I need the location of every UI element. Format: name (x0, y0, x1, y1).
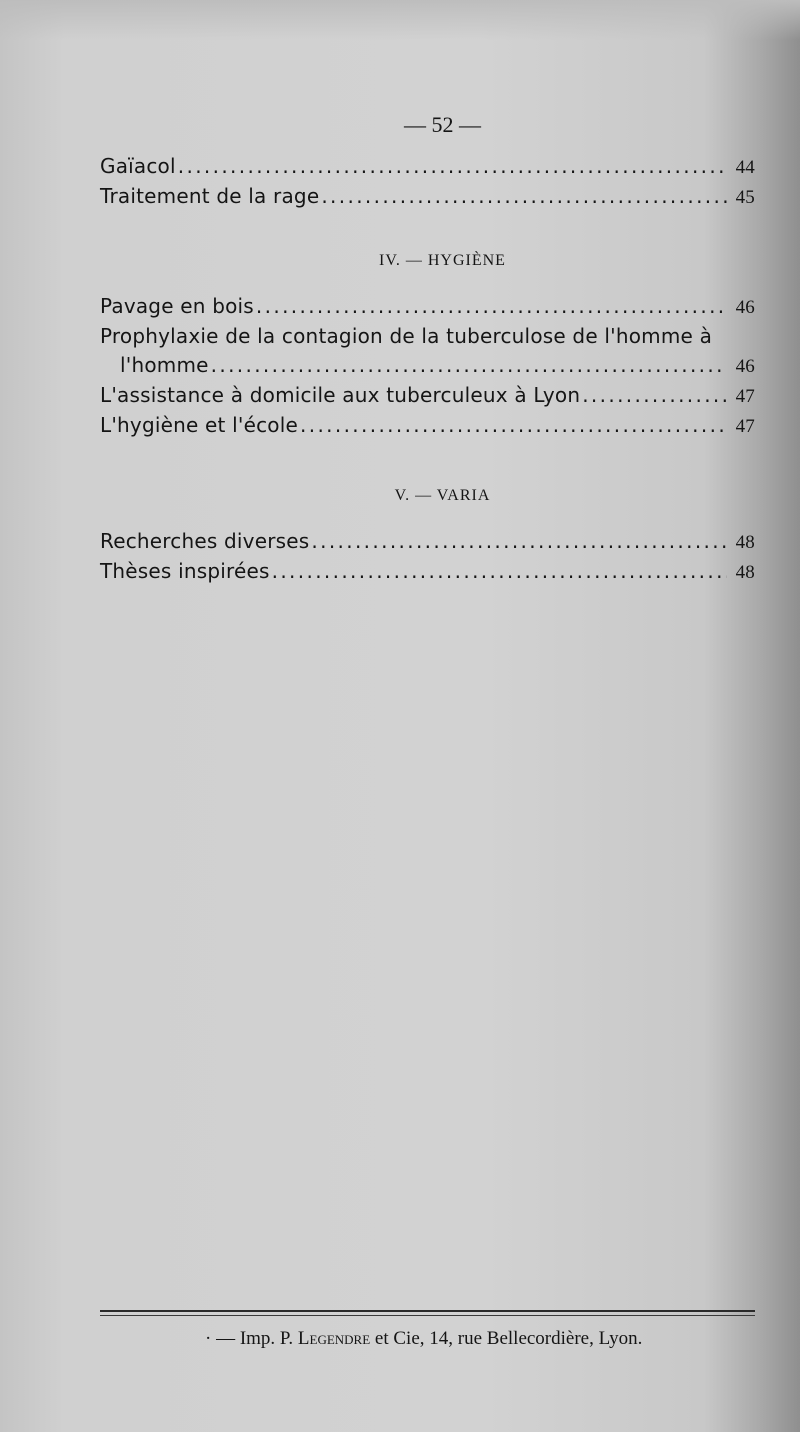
toc-entry-page: 47 (735, 386, 755, 407)
dot-leader (300, 411, 727, 440)
dot-leader (178, 152, 727, 181)
imprint-prefix: · — Imp. P. (205, 1328, 294, 1349)
toc-entry-title-part: l'homme (120, 353, 209, 377)
toc-entry-page: 48 (735, 562, 755, 583)
toc-entry-title: Gaïacol (100, 154, 176, 178)
imprint-suffix: et Cie, 14, rue Bellecordière, Lyon. (374, 1328, 643, 1349)
toc-entry-page: 47 (735, 416, 755, 437)
imprint-printer-name: Legendre (297, 1328, 371, 1349)
toc-entry-title: Recherches diverses (100, 529, 310, 553)
toc-entry (100, 381, 755, 411)
toc-entry-title-line1 (100, 322, 755, 351)
dot-leader (582, 381, 727, 410)
footer-rule-thick (100, 1310, 755, 1312)
footer-rule-thin (100, 1315, 755, 1316)
toc-entry (100, 292, 755, 322)
dot-leader (211, 351, 727, 380)
toc-entry (100, 182, 755, 212)
dot-leader (272, 557, 727, 586)
toc-entry (100, 411, 755, 441)
toc-entry-title: L'hygiène et l'école (100, 413, 299, 437)
dot-leader (321, 182, 727, 211)
printer-imprint (205, 1328, 642, 1350)
toc-entry (100, 527, 755, 557)
toc-entry-title-part: Prophylaxie de la contagion de la tuberculose de l'homme à (100, 324, 713, 348)
toc-content (100, 112, 755, 587)
toc-entry-page: 46 (735, 356, 755, 377)
section-heading-varia: V. — VARIA (394, 487, 491, 504)
toc-entry-multiline (100, 322, 755, 381)
toc-entry (100, 152, 755, 182)
page-number: — 52 — (404, 112, 481, 137)
toc-entry (100, 557, 755, 587)
dot-leader (311, 527, 727, 556)
toc-entry-page: 44 (735, 157, 755, 178)
section-heading-hygiene: IV. — HYGIÈNE (379, 252, 506, 269)
toc-entry-title-line2-row (100, 351, 755, 381)
dot-leader (256, 292, 727, 321)
toc-entry-page: 48 (735, 532, 755, 553)
toc-entry-title: Pavage en bois (100, 294, 254, 318)
toc-entry-page: 46 (735, 297, 755, 318)
toc-entry-title: L'assistance à domicile aux tuberculeux à Lyon (100, 383, 581, 407)
toc-entry-title: Traitement de la rage (100, 184, 320, 208)
toc-entry-page: 45 (735, 187, 755, 208)
toc-entry-title: Thèses inspirées (100, 559, 270, 583)
